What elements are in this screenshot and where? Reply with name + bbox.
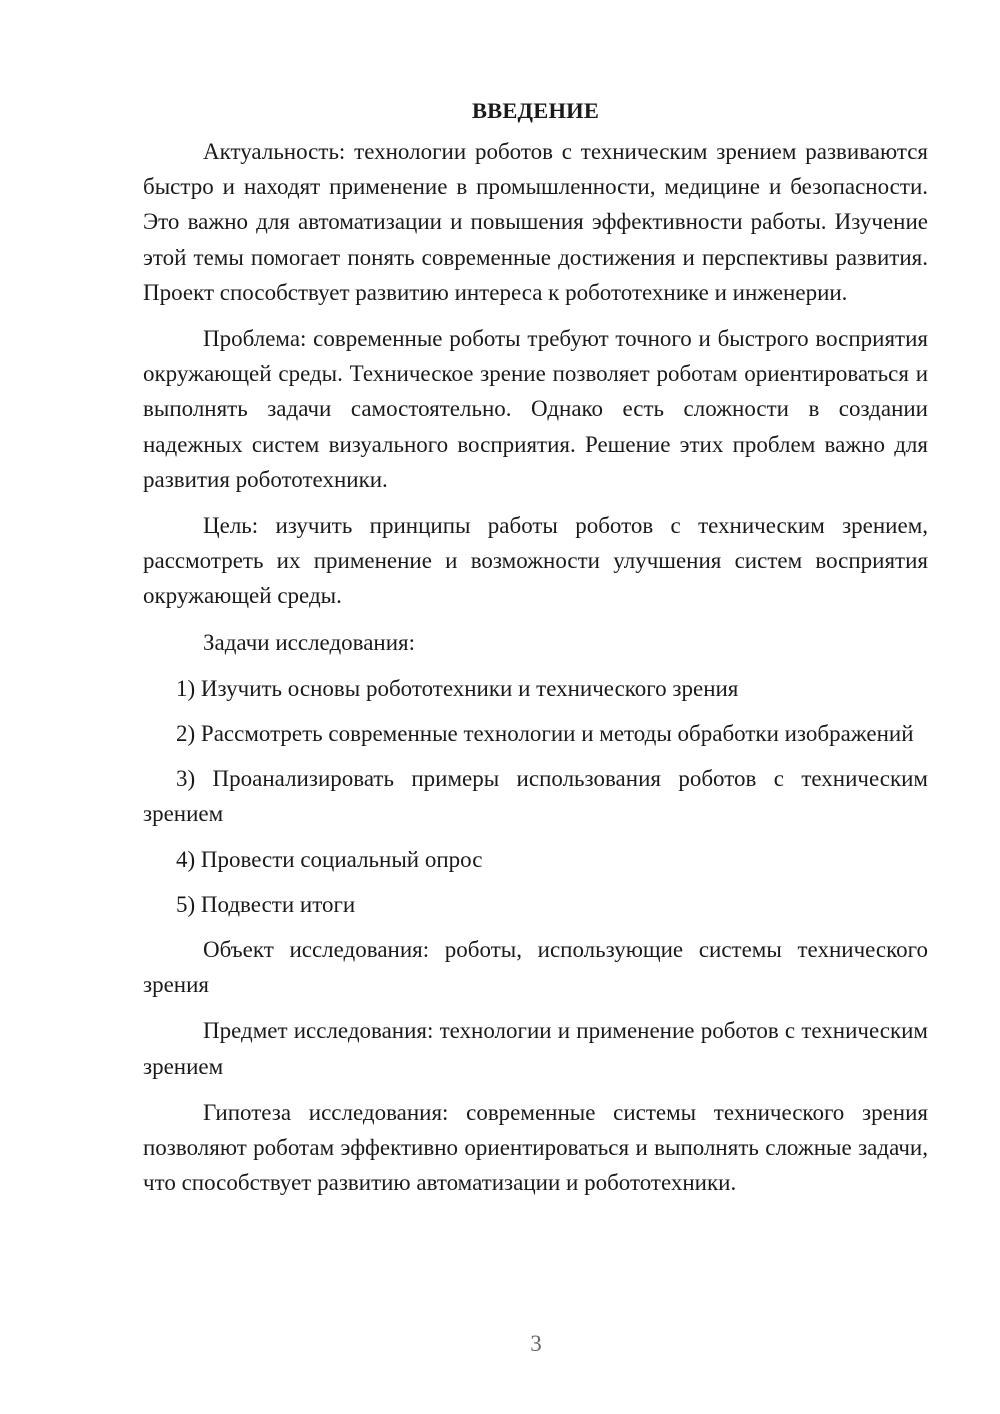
section-title: ВВЕДЕНИЕ (471, 98, 600, 123)
task-item-5: 5) Подвести итоги (176, 891, 356, 917)
task-item-1: 1) Изучить основы робототехники и технического зрения (176, 675, 739, 701)
task-item-2: 2) Рассмотреть современные технологии и методы обработки изображений (176, 721, 914, 747)
task-item-3: 3) Проанализировать примеры использования роботов с техническим зрением (143, 766, 928, 827)
task-item-4: 4) Провести социальный опрос (176, 846, 483, 872)
goal-paragraph: Цель: изучить принципы работы роботов с техническим зрением, рассмотреть их применение и возможности улучшения систем восприятия окружающей среды. (143, 513, 928, 609)
research-subject-paragraph: Предмет исследования: технологии и применение роботов с техническим зрением (143, 1018, 928, 1079)
page-content (143, 93, 928, 1211)
hypothesis-paragraph: Гипотеза исследования: современные системы технического зрения позволяют роботам эффективно ориентироваться и выполнять сложные задачи, что способствует развитию автоматизации и робототехники. (143, 1099, 928, 1196)
page-number: 3 (530, 1331, 542, 1356)
problem-paragraph: Проблема: современные роботы требуют точного и быстрого восприятия окружающей среды. Техническое зрение позволяет роботам ориентироваться и выполнять задачи самостоятельно. Однако есть сложности в создании надежных систем визуального восприятия. Решение этих проблем важно для развития робототехники. (143, 326, 928, 492)
relevance-paragraph: Актуальность: технологии роботов с техническим зрением развиваются быстро и находят применение в промышленности, медицине и безопасности. Это важно для автоматизации и повышения эффективности работы. Изучение этой темы помогает понять современные достижения и перспективы развития. Проект способствует развитию интереса к робототехнике и инженерии. (143, 139, 928, 305)
tasks-heading: Задачи исследования: (203, 629, 416, 655)
research-object-paragraph: Объект исследования: роботы, использующие системы технического зрения (143, 937, 928, 998)
